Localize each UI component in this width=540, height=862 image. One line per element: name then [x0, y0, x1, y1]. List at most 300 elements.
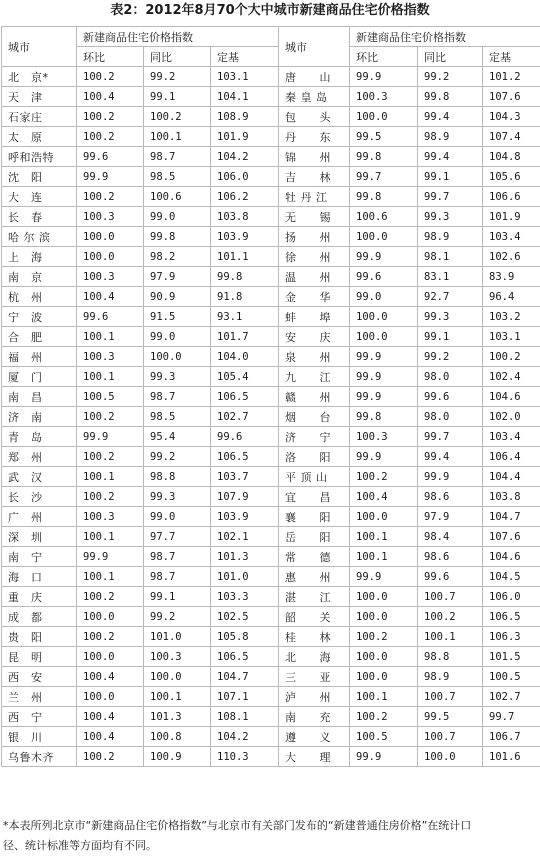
base-value: 104.4 — [483, 467, 540, 487]
yoy-value: 99.0 — [144, 327, 211, 347]
mom-value: 100.0 — [77, 647, 144, 667]
yoy-value: 100.7 — [418, 587, 483, 607]
table-row — [2, 287, 540, 307]
base-value: 103.9 — [211, 507, 279, 527]
mom-value: 99.9 — [350, 347, 418, 367]
base-value: 100.2 — [483, 347, 540, 367]
base-value: 106.5 — [211, 647, 279, 667]
mom-value: 100.2 — [350, 707, 418, 727]
mom-value: 100.0 — [350, 227, 418, 247]
base-value: 105.4 — [211, 367, 279, 387]
yoy-value: 99.3 — [418, 207, 483, 227]
city-name: 天 津 — [2, 87, 77, 107]
city-name: 九 江 — [279, 367, 350, 387]
city-name: 南 充 — [279, 707, 350, 727]
table-row — [2, 647, 540, 667]
mom-value: 100.0 — [350, 607, 418, 627]
yoy-value: 99.8 — [144, 227, 211, 247]
mom-value: 100.2 — [350, 627, 418, 647]
mom-value: 100.0 — [77, 227, 144, 247]
mom-value: 99.8 — [350, 187, 418, 207]
mom-value: 100.1 — [77, 567, 144, 587]
yoy-value: 83.1 — [418, 267, 483, 287]
yoy-value: 98.8 — [418, 647, 483, 667]
city-name: 赣 州 — [279, 387, 350, 407]
base-value: 101.3 — [211, 547, 279, 567]
table-row — [2, 467, 540, 487]
base-value: 107.9 — [211, 487, 279, 507]
table-row — [2, 207, 540, 227]
yoy-value: 100.0 — [144, 347, 211, 367]
table-body — [2, 67, 540, 767]
table-row — [2, 427, 540, 447]
mom-value: 99.9 — [350, 567, 418, 587]
city-name: 贵 阳 — [2, 627, 77, 647]
yoy-value: 101.0 — [144, 627, 211, 647]
mom-value: 99.9 — [77, 427, 144, 447]
city-name: 南 宁 — [2, 547, 77, 567]
yoy-value: 100.1 — [418, 627, 483, 647]
yoy-value: 97.9 — [144, 267, 211, 287]
yoy-value: 98.7 — [144, 147, 211, 167]
city-name: 杭 州 — [2, 287, 77, 307]
yoy-value: 99.0 — [144, 507, 211, 527]
city-name: 石家庄 — [2, 107, 77, 127]
city-name: 岳 阳 — [279, 527, 350, 547]
yoy-value: 99.7 — [418, 427, 483, 447]
mom-value: 100.4 — [77, 667, 144, 687]
table-row — [2, 407, 540, 427]
base-value: 105.8 — [211, 627, 279, 647]
city-name: 广 州 — [2, 507, 77, 527]
base-value: 108.1 — [211, 707, 279, 727]
mom-value: 100.4 — [77, 707, 144, 727]
mom-value: 99.9 — [350, 67, 418, 87]
city-name: 福 州 — [2, 347, 77, 367]
mom-value: 99.9 — [350, 447, 418, 467]
base-value: 103.4 — [483, 227, 540, 247]
city-name: 太 原 — [2, 127, 77, 147]
mom-value: 100.1 — [350, 687, 418, 707]
yoy-value: 100.7 — [418, 727, 483, 747]
yoy-value: 100.3 — [144, 647, 211, 667]
yoy-value: 99.9 — [418, 467, 483, 487]
city-name: 厦 门 — [2, 367, 77, 387]
table-row — [2, 487, 540, 507]
city-name: 济 宁 — [279, 427, 350, 447]
mom-value: 100.0 — [350, 327, 418, 347]
header-yoy: 同比 — [144, 47, 211, 67]
yoy-value: 99.3 — [418, 307, 483, 327]
city-name: 平 顶 山 — [279, 467, 350, 487]
city-name: 北 海 — [279, 647, 350, 667]
mom-value: 100.4 — [350, 487, 418, 507]
base-value: 106.0 — [483, 587, 540, 607]
city-name: 泉 州 — [279, 347, 350, 367]
city-name: 哈 尔 滨 — [2, 227, 77, 247]
yoy-value: 99.2 — [418, 347, 483, 367]
city-name: 成 都 — [2, 607, 77, 627]
table-row — [2, 747, 540, 767]
table-row — [2, 567, 540, 587]
mom-value: 100.2 — [77, 67, 144, 87]
base-value: 103.1 — [483, 327, 540, 347]
mom-value: 99.9 — [350, 387, 418, 407]
yoy-value: 99.0 — [144, 207, 211, 227]
footnote-line: *本表所列北京市“新建商品住宅价格指数”与北京市有关部门发布的“新建普通住房价格”在统计口 — [3, 819, 472, 832]
base-value: 101.2 — [483, 67, 540, 87]
mom-value: 100.1 — [350, 547, 418, 567]
mom-value: 100.1 — [77, 527, 144, 547]
mom-value: 100.3 — [77, 207, 144, 227]
city-name: 襄 阳 — [279, 507, 350, 527]
base-value: 104.2 — [211, 147, 279, 167]
city-name: 烟 台 — [279, 407, 350, 427]
yoy-value: 101.3 — [144, 707, 211, 727]
yoy-value: 98.7 — [144, 567, 211, 587]
yoy-value: 99.2 — [144, 447, 211, 467]
table-row — [2, 447, 540, 467]
table-row — [2, 707, 540, 727]
header-yoy: 同比 — [418, 47, 483, 67]
mom-value: 100.6 — [350, 207, 418, 227]
base-value: 104.5 — [483, 567, 540, 587]
base-value: 99.8 — [211, 267, 279, 287]
city-name: 济 南 — [2, 407, 77, 427]
table-row — [2, 507, 540, 527]
table-row — [2, 527, 540, 547]
city-name: 上 海 — [2, 247, 77, 267]
base-value: 106.4 — [483, 447, 540, 467]
table-row — [2, 727, 540, 747]
mom-value: 100.3 — [350, 427, 418, 447]
mom-value: 100.0 — [350, 107, 418, 127]
mom-value: 99.6 — [77, 307, 144, 327]
mom-value: 99.8 — [350, 147, 418, 167]
base-value: 103.9 — [211, 227, 279, 247]
mom-value: 100.2 — [77, 587, 144, 607]
mom-value: 100.1 — [350, 527, 418, 547]
base-value: 110.3 — [211, 747, 279, 767]
yoy-value: 100.1 — [144, 127, 211, 147]
city-name: 长 沙 — [2, 487, 77, 507]
base-value: 99.6 — [211, 427, 279, 447]
base-value: 108.9 — [211, 107, 279, 127]
yoy-value: 99.4 — [418, 147, 483, 167]
mom-value: 99.9 — [350, 367, 418, 387]
table-title: 表2：2012年8月70个大中城市新建商品住宅价格指数 — [110, 3, 430, 18]
table-row — [2, 327, 540, 347]
table-row — [2, 587, 540, 607]
mom-value: 100.0 — [350, 647, 418, 667]
yoy-value: 100.0 — [418, 747, 483, 767]
city-name: 长 春 — [2, 207, 77, 227]
base-value: 101.9 — [483, 207, 540, 227]
city-name: 唐 山 — [279, 67, 350, 87]
base-value: 101.6 — [483, 747, 540, 767]
mom-value: 100.2 — [77, 447, 144, 467]
yoy-value: 98.8 — [144, 467, 211, 487]
mom-value: 99.9 — [350, 747, 418, 767]
table-row — [2, 627, 540, 647]
yoy-value: 98.6 — [418, 487, 483, 507]
base-value: 103.1 — [211, 67, 279, 87]
city-name: 西 宁 — [2, 707, 77, 727]
city-name: 桂 林 — [279, 627, 350, 647]
header-base: 定基 — [211, 47, 279, 67]
base-value: 104.8 — [483, 147, 540, 167]
base-value: 103.4 — [483, 427, 540, 447]
base-value: 107.6 — [483, 527, 540, 547]
table-row — [2, 367, 540, 387]
city-name: 秦 皇 岛 — [279, 87, 350, 107]
base-value: 104.7 — [483, 507, 540, 527]
yoy-value: 99.7 — [418, 187, 483, 207]
base-value: 106.0 — [211, 167, 279, 187]
mom-value: 100.0 — [350, 667, 418, 687]
base-value: 104.6 — [483, 387, 540, 407]
city-name: 锦 州 — [279, 147, 350, 167]
city-name: 深 圳 — [2, 527, 77, 547]
mom-value: 99.6 — [350, 267, 418, 287]
mom-value: 100.0 — [350, 507, 418, 527]
city-name: 洛 阳 — [279, 447, 350, 467]
city-name: 蚌 埠 — [279, 307, 350, 327]
city-name: 丹 东 — [279, 127, 350, 147]
table-row — [2, 187, 540, 207]
table-row — [2, 307, 540, 327]
base-value: 106.3 — [483, 627, 540, 647]
base-value: 102.1 — [211, 527, 279, 547]
table-row — [2, 687, 540, 707]
yoy-value: 98.5 — [144, 407, 211, 427]
base-value: 105.6 — [483, 167, 540, 187]
yoy-value: 100.7 — [418, 687, 483, 707]
mom-value: 99.9 — [350, 247, 418, 267]
mom-value: 100.0 — [77, 607, 144, 627]
city-name: 包 头 — [279, 107, 350, 127]
yoy-value: 99.1 — [144, 587, 211, 607]
mom-value: 100.1 — [77, 367, 144, 387]
yoy-value: 98.9 — [418, 127, 483, 147]
base-value: 106.5 — [211, 387, 279, 407]
table-row — [2, 67, 540, 87]
city-name: 徐 州 — [279, 247, 350, 267]
city-name: 吉 林 — [279, 167, 350, 187]
city-name: 温 州 — [279, 267, 350, 287]
base-value: 103.8 — [483, 487, 540, 507]
mom-value: 99.9 — [77, 167, 144, 187]
city-name: 乌鲁木齐 — [2, 747, 77, 767]
yoy-value: 98.6 — [418, 547, 483, 567]
base-value: 106.5 — [483, 607, 540, 627]
yoy-value: 99.5 — [418, 707, 483, 727]
yoy-value: 100.0 — [144, 667, 211, 687]
mom-value: 100.1 — [77, 467, 144, 487]
table-row — [2, 347, 540, 367]
city-name: 北 京* — [2, 67, 77, 87]
mom-value: 100.4 — [77, 87, 144, 107]
mom-value: 100.2 — [77, 487, 144, 507]
mom-value: 100.0 — [350, 307, 418, 327]
yoy-value: 99.2 — [418, 67, 483, 87]
yoy-value: 99.4 — [418, 107, 483, 127]
mom-value: 100.2 — [350, 467, 418, 487]
yoy-value: 100.9 — [144, 747, 211, 767]
yoy-value: 98.9 — [418, 667, 483, 687]
yoy-value: 100.6 — [144, 187, 211, 207]
header-city: 城市 — [2, 27, 77, 67]
base-value: 103.7 — [211, 467, 279, 487]
header-index-group: 新建商品住宅价格指数 — [77, 27, 279, 47]
yoy-value: 98.0 — [418, 367, 483, 387]
yoy-value: 91.5 — [144, 307, 211, 327]
base-value: 104.6 — [483, 547, 540, 567]
mom-value: 100.2 — [77, 127, 144, 147]
base-value: 106.7 — [483, 727, 540, 747]
base-value: 106.5 — [211, 447, 279, 467]
mom-value: 100.0 — [77, 247, 144, 267]
city-name: 重 庆 — [2, 587, 77, 607]
yoy-value: 100.1 — [144, 687, 211, 707]
city-name: 呼和浩特 — [2, 147, 77, 167]
city-name: 西 安 — [2, 667, 77, 687]
yoy-value: 99.4 — [418, 447, 483, 467]
city-name: 宁 波 — [2, 307, 77, 327]
base-value: 101.7 — [211, 327, 279, 347]
base-value: 103.3 — [211, 587, 279, 607]
yoy-value: 99.6 — [418, 567, 483, 587]
mom-value: 100.2 — [77, 187, 144, 207]
mom-value: 99.0 — [350, 287, 418, 307]
base-value: 101.9 — [211, 127, 279, 147]
mom-value: 100.2 — [77, 107, 144, 127]
table-row — [2, 227, 540, 247]
city-name: 金 华 — [279, 287, 350, 307]
table-row — [2, 267, 540, 287]
mom-value: 100.2 — [77, 627, 144, 647]
mom-value: 100.4 — [77, 287, 144, 307]
city-name: 银 川 — [2, 727, 77, 747]
table-header — [2, 27, 540, 67]
base-value: 104.1 — [211, 87, 279, 107]
price-index-table — [1, 26, 540, 767]
table-row — [2, 247, 540, 267]
mom-value: 100.0 — [77, 687, 144, 707]
mom-value: 100.4 — [77, 727, 144, 747]
base-value: 104.3 — [483, 107, 540, 127]
mom-value: 99.6 — [77, 147, 144, 167]
table-row — [2, 607, 540, 627]
base-value: 101.0 — [211, 567, 279, 587]
base-value: 102.7 — [211, 407, 279, 427]
table-row — [2, 107, 540, 127]
base-value: 106.2 — [211, 187, 279, 207]
base-value: 102.5 — [211, 607, 279, 627]
base-value: 104.7 — [211, 667, 279, 687]
base-value: 101.1 — [211, 247, 279, 267]
base-value: 107.4 — [483, 127, 540, 147]
base-value: 96.4 — [483, 287, 540, 307]
yoy-value: 98.2 — [144, 247, 211, 267]
base-value: 101.5 — [483, 647, 540, 667]
yoy-value: 97.9 — [418, 507, 483, 527]
mom-value: 99.5 — [350, 127, 418, 147]
city-name: 兰 州 — [2, 687, 77, 707]
table-row — [2, 547, 540, 567]
yoy-value: 99.8 — [418, 87, 483, 107]
yoy-value: 98.5 — [144, 167, 211, 187]
base-value: 91.8 — [211, 287, 279, 307]
city-name: 三 亚 — [279, 667, 350, 687]
yoy-value: 95.4 — [144, 427, 211, 447]
mom-value: 99.8 — [350, 407, 418, 427]
city-name: 青 岛 — [2, 427, 77, 447]
yoy-value: 90.9 — [144, 287, 211, 307]
yoy-value: 99.1 — [418, 167, 483, 187]
city-name: 安 庆 — [279, 327, 350, 347]
yoy-value: 100.2 — [418, 607, 483, 627]
yoy-value: 97.7 — [144, 527, 211, 547]
base-value: 103.2 — [483, 307, 540, 327]
city-name: 湛 江 — [279, 587, 350, 607]
yoy-value: 99.3 — [144, 487, 211, 507]
base-value: 102.7 — [483, 687, 540, 707]
table-row — [2, 147, 540, 167]
yoy-value: 99.3 — [144, 367, 211, 387]
header-index-group: 新建商品住宅价格指数 — [350, 27, 540, 47]
city-name: 南 京 — [2, 267, 77, 287]
mom-value: 100.1 — [77, 327, 144, 347]
yoy-value: 98.7 — [144, 387, 211, 407]
base-value: 102.4 — [483, 367, 540, 387]
mom-value: 100.0 — [350, 587, 418, 607]
header-base: 定基 — [483, 47, 540, 67]
city-name: 沈 阳 — [2, 167, 77, 187]
city-name: 扬 州 — [279, 227, 350, 247]
table-row — [2, 387, 540, 407]
city-name: 韶 关 — [279, 607, 350, 627]
mom-value: 100.3 — [77, 507, 144, 527]
base-value: 102.6 — [483, 247, 540, 267]
city-name: 南 昌 — [2, 387, 77, 407]
base-value: 106.6 — [483, 187, 540, 207]
base-value: 99.7 — [483, 707, 540, 727]
base-value: 107.6 — [483, 87, 540, 107]
mom-value: 100.2 — [77, 747, 144, 767]
mom-value: 100.5 — [350, 727, 418, 747]
yoy-value: 99.6 — [418, 387, 483, 407]
table-row — [2, 127, 540, 147]
city-name: 泸 州 — [279, 687, 350, 707]
base-value: 93.1 — [211, 307, 279, 327]
mom-value: 100.2 — [77, 407, 144, 427]
base-value: 100.5 — [483, 667, 540, 687]
city-name: 大 连 — [2, 187, 77, 207]
base-value: 107.1 — [211, 687, 279, 707]
table-row — [2, 87, 540, 107]
base-value: 104.0 — [211, 347, 279, 367]
yoy-value: 98.9 — [418, 227, 483, 247]
yoy-value: 98.1 — [418, 247, 483, 267]
yoy-value: 100.8 — [144, 727, 211, 747]
base-value: 103.8 — [211, 207, 279, 227]
mom-value: 99.9 — [77, 547, 144, 567]
city-name: 宜 昌 — [279, 487, 350, 507]
yoy-value: 99.2 — [144, 67, 211, 87]
base-value: 104.2 — [211, 727, 279, 747]
city-name: 武 汉 — [2, 467, 77, 487]
